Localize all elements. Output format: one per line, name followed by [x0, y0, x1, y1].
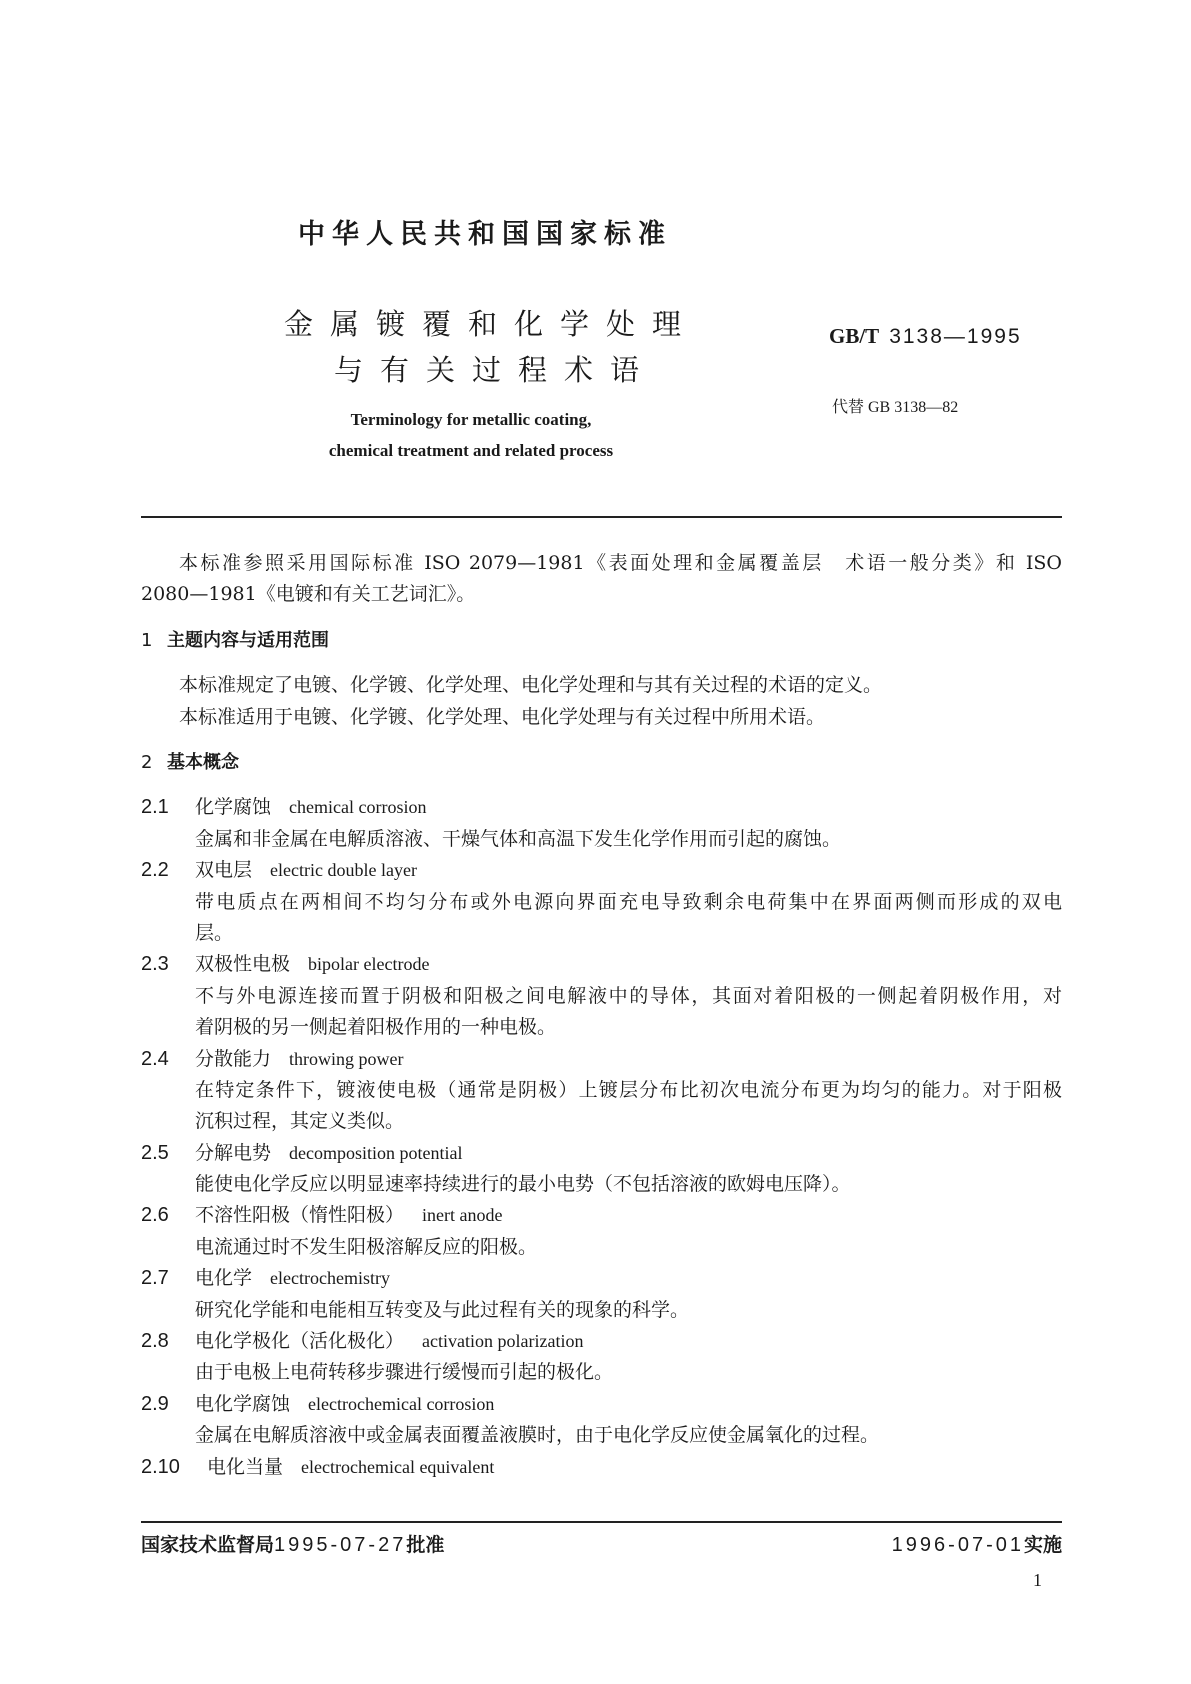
- term-en: bipolar electrode: [308, 954, 430, 975]
- term-heading: [141, 1200, 1062, 1231]
- term-entry: [141, 1326, 1062, 1389]
- intro-line: 本标准参照采用国际标准 ISO 2079—1981《表面处理和金属覆盖层 术语一般分类》和 ISO: [179, 552, 1062, 574]
- term-en: chemical corrosion: [289, 797, 427, 818]
- term-definition: 由于电极上电荷转移步骤进行缓慢而引起的极化。: [195, 1361, 614, 1384]
- term-entry: [141, 949, 1062, 1043]
- term-zh: 分解电势: [195, 1141, 272, 1164]
- term-definition: 不与外电源连接而置于阴极和阳极之间电解液中的导体，其面对着阳极的一侧起着阴极作用，对: [195, 984, 1062, 1007]
- term-en: electrochemical equivalent: [301, 1456, 495, 1477]
- term-entry: [141, 1200, 1062, 1263]
- effective-line: 1996-07-01实施: [891, 1534, 1062, 1556]
- term-definition: 研究化学能和电能相互转变及与此过程有关的现象的科学。: [195, 1298, 690, 1321]
- top-rule: [141, 516, 1062, 518]
- term-en: throwing power: [289, 1048, 404, 1069]
- term-number: 2.1: [141, 796, 169, 819]
- paragraph: 本标准适用于电镀、化学镀、化学处理、电化学处理与有关过程中所用术语。: [179, 705, 826, 728]
- bottom-rule: [141, 1521, 1062, 1523]
- term-zh: 分散能力: [195, 1047, 272, 1070]
- term-en: inert anode: [422, 1205, 503, 1226]
- term-heading: [141, 1326, 1062, 1357]
- term-number: 2.7: [141, 1267, 169, 1290]
- section-heading: 2 基本概念: [141, 751, 239, 773]
- term-entry: [141, 1452, 1062, 1483]
- section-heading: 1 主题内容与适用范围: [141, 629, 329, 651]
- term-heading: [141, 949, 1062, 980]
- standard-code: [829, 324, 1022, 349]
- term-heading: [141, 855, 1062, 886]
- title-en-line1: Terminology for metallic coating,: [350, 410, 592, 429]
- term-number: 2.5: [141, 1141, 169, 1164]
- national-standard-heading: 中华人民共和国国家标准: [298, 219, 672, 250]
- term-en: electric double layer: [270, 860, 417, 881]
- term-number: 2.8: [141, 1330, 169, 1353]
- term-en: activation polarization: [422, 1331, 584, 1352]
- term-number: 2.10: [141, 1455, 180, 1478]
- term-entry: [141, 792, 1062, 855]
- standard-prefix: GB/T: [829, 324, 880, 348]
- term-number: 2.3: [141, 953, 169, 976]
- term-number: 2.6: [141, 1204, 169, 1227]
- term-heading: [141, 1389, 1062, 1420]
- term-entry: [141, 1044, 1062, 1138]
- title-zh-line2: 与有关过程术语: [334, 353, 657, 387]
- term-zh: 不溶性阳极（惰性阳极）: [195, 1204, 405, 1227]
- title-en-line2: chemical treatment and related process: [328, 441, 614, 460]
- term-en: electrochemistry: [270, 1268, 390, 1289]
- term-zh: 双极性电极: [195, 953, 291, 976]
- term-en: decomposition potential: [289, 1142, 463, 1163]
- term-heading: [141, 1044, 1062, 1075]
- term-definition: 能使电化学反应以明显速率持续进行的最小电势（不包括溶液的欧姆电压降）。: [195, 1173, 851, 1196]
- term-zh: 电化学: [195, 1267, 253, 1290]
- term-definition: 金属在电解质溶液中或金属表面覆盖液膜时，由于电化学反应使金属氧化的过程。: [195, 1424, 880, 1447]
- term-number: 2.2: [141, 859, 169, 882]
- term-heading: [141, 1138, 1062, 1169]
- term-list: [141, 792, 1062, 1483]
- term-en: electrochemical corrosion: [308, 1393, 495, 1414]
- term-definition: 在特定条件下，镀液使电极（通常是阴极）上镀层分布比初次电流分布更为均匀的能力。对于阳极: [195, 1078, 1062, 1101]
- term-zh: 电化学极化（活化极化）: [195, 1330, 405, 1353]
- term-definition: 带电质点在两相间不均匀分布或外电源向界面充电导致剩余电荷集中在界面两侧而形成的双电: [195, 890, 1062, 913]
- term-zh: 化学腐蚀: [195, 796, 272, 819]
- term-entry: [141, 1263, 1062, 1326]
- term-number: 2.9: [141, 1392, 169, 1415]
- replaces-note: 代替 GB 3138—82: [832, 399, 959, 416]
- term-definition: 电流通过时不发生阳极溶解反应的阳极。: [195, 1235, 538, 1258]
- term-entry: [141, 855, 1062, 949]
- term-definition: 金属和非金属在电解质溶液、干燥气体和高温下发生化学作用而引起的腐蚀。: [195, 827, 842, 850]
- term-zh: 电化当量: [207, 1455, 284, 1478]
- term-entry: [141, 1389, 1062, 1452]
- term-heading: [141, 1452, 1062, 1483]
- term-heading: [141, 1263, 1062, 1294]
- term-zh: 双电层: [195, 859, 253, 882]
- intro-line: 2080—1981《电镀和有关工艺词汇》。: [141, 583, 476, 606]
- title-zh-line1: 金属镀覆和化学处理: [284, 307, 699, 341]
- approval-line: 国家技术监督局1995-07-27批准: [141, 1534, 445, 1556]
- page-number: 1: [1033, 1570, 1042, 1590]
- document-body: [141, 548, 1062, 1483]
- term-definition: 层。: [195, 921, 234, 944]
- standard-number: 3138—1995: [889, 325, 1022, 348]
- term-entry: [141, 1138, 1062, 1201]
- term-definition: 沉积过程，其定义类似。: [195, 1110, 405, 1133]
- term-zh: 电化学腐蚀: [195, 1392, 291, 1415]
- term-definition: 着阴极的另一侧起着阳极作用的一种电极。: [195, 1016, 557, 1039]
- term-heading: [141, 792, 1062, 823]
- paragraph: 本标准规定了电镀、化学镀、化学处理、电化学处理和与其有关过程的术语的定义。: [179, 674, 883, 697]
- term-number: 2.4: [141, 1047, 169, 1070]
